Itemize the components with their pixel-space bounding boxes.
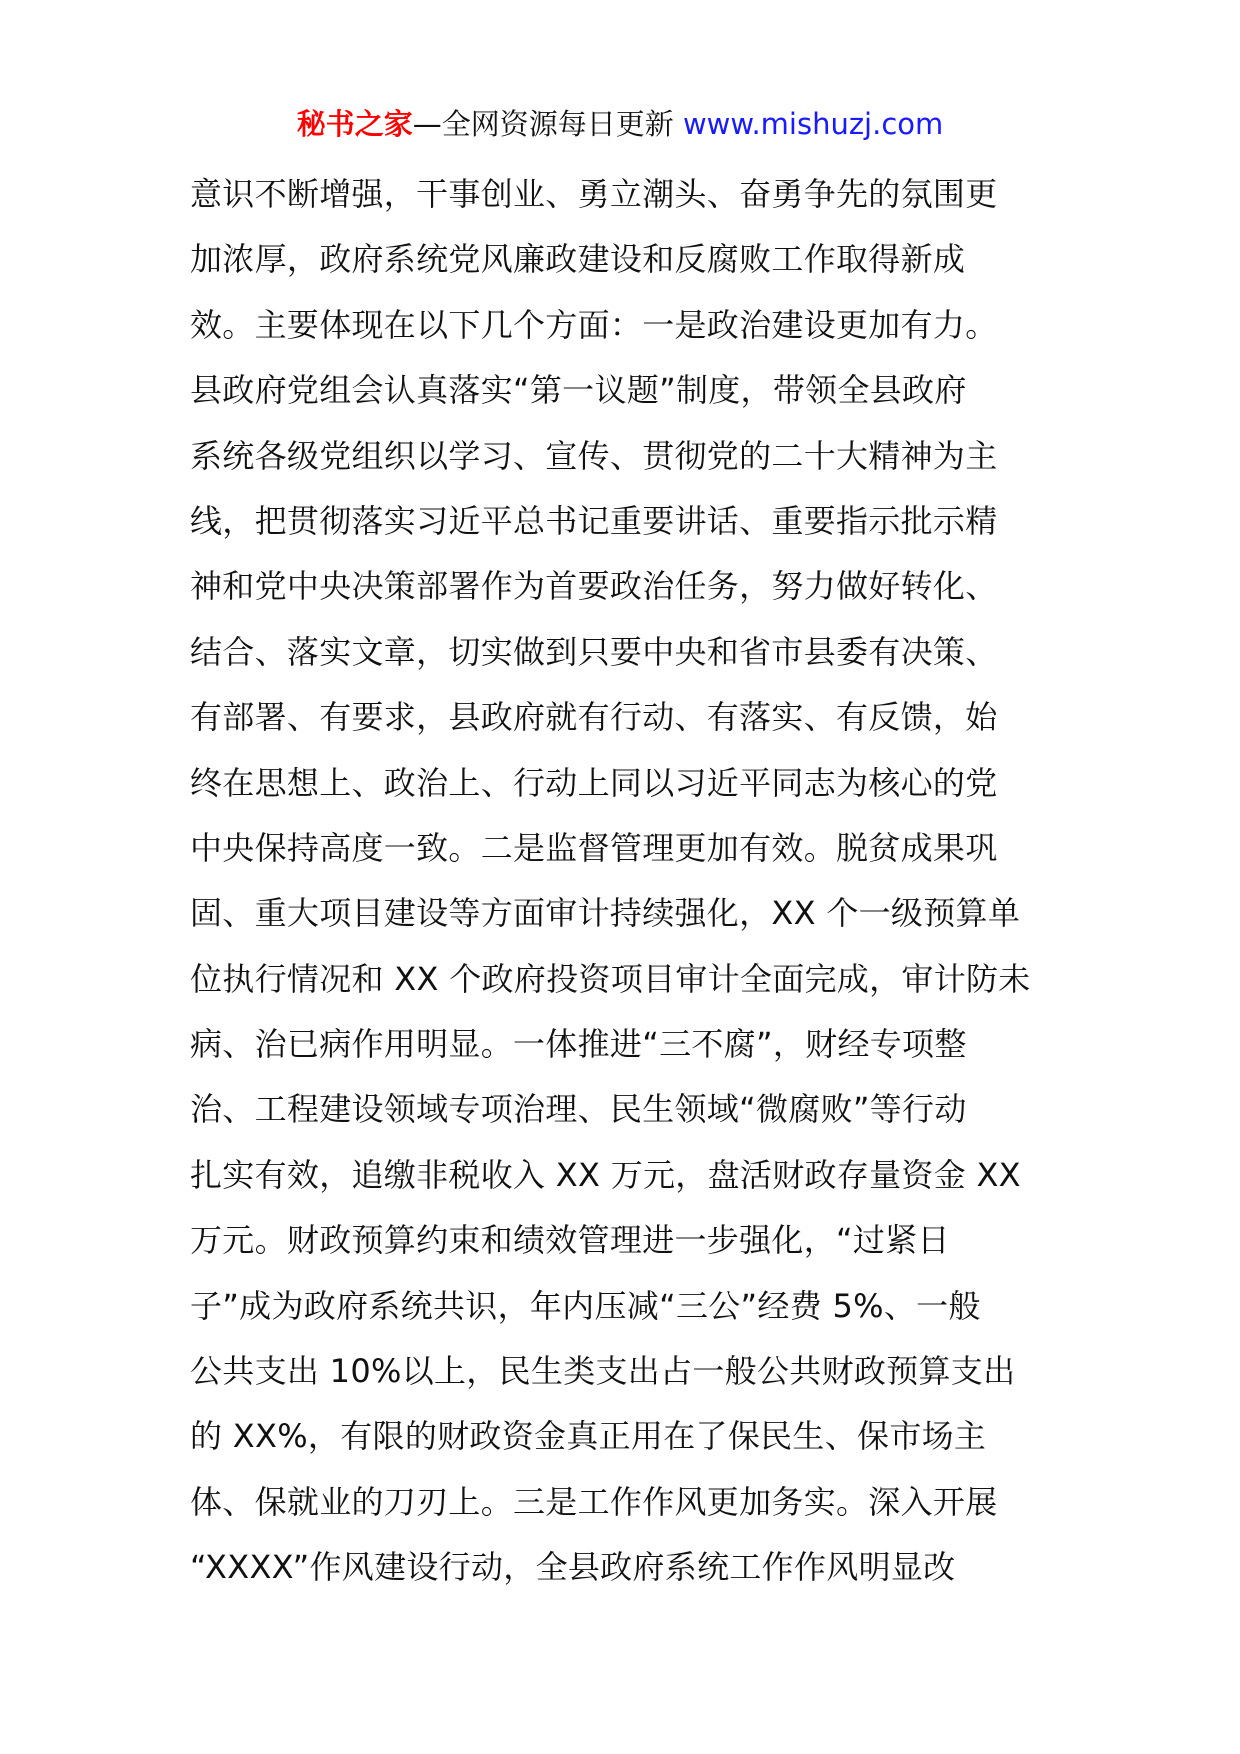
page-header bbox=[0, 100, 1240, 148]
header-tagline: —全网资源每日更新 bbox=[412, 107, 674, 141]
text-line: “XXXX”作风建设行动，全县政府系统工作作风明显改 bbox=[190, 1548, 956, 1587]
text-line: 中央保持高度一致。二是监督管理更加有效。脱贫成果巩 bbox=[190, 828, 998, 867]
text-line: 终在思想上、政治上、行动上同以习近平同志为核心的党 bbox=[190, 763, 998, 802]
text-line: 位执行情况和 XX 个政府投资项目审计全面完成，审计防未 bbox=[190, 959, 1031, 998]
text-line: 体、保就业的刀刃上。三是工作作风更加务实。深入开展 bbox=[190, 1482, 998, 1521]
text-line: 意识不断增强，干事创业、勇立潮头、奋勇争先的氛围更 bbox=[190, 175, 998, 213]
body-text bbox=[190, 162, 1060, 1601]
text-line: 固、重大项目建设等方面审计持续强化，XX 个一级预算单 bbox=[190, 894, 1021, 933]
text-line: 扎实有效，追缴非税收入 XX 万元，盘活财政存量资金 XX bbox=[190, 1155, 1021, 1194]
text-line: 病、治已病作用明显。一体推进“三不腐”，财经专项整 bbox=[190, 1025, 967, 1064]
text-line: 线，把贯彻落实习近平总书记重要讲话、重要指示批示精 bbox=[190, 501, 998, 540]
text-line: 县政府党组会认真落实“第一议题”制度，带领全县政府 bbox=[190, 371, 967, 410]
text-line: 加浓厚，政府系统党风廉政建设和反腐败工作取得新成 bbox=[190, 240, 966, 279]
text-line: 治、工程建设领域专项治理、民生领域“微腐败”等行动 bbox=[190, 1090, 967, 1129]
text-line: 效。主要体现在以下几个方面：一是政治建设更加有力。 bbox=[190, 305, 998, 344]
text-line: 子”成为政府系统共识，年内压减“三公”经费 5%、一般 bbox=[190, 1286, 981, 1325]
text-line: 结合、落实文章，切实做到只要中央和省市县委有决策、 bbox=[190, 632, 998, 671]
site-name: 秘书之家 bbox=[296, 107, 413, 141]
text-line: 公共支出 10%以上，民生类支出占一般公共财政预算支出 bbox=[190, 1352, 1016, 1391]
site-url-link[interactable]: www.mishuzj.com bbox=[682, 107, 944, 141]
text-line: 神和党中央决策部署作为首要政治任务，努力做好转化、 bbox=[190, 567, 998, 606]
text-line: 有部署、有要求，县政府就有行动、有落实、有反馈，始 bbox=[190, 698, 998, 737]
text-line: 万元。财政预算约束和绩效管理进一步强化，“过紧日 bbox=[190, 1221, 950, 1260]
text-line: 的 XX%，有限的财政资金真正用在了保民生、保市场主 bbox=[190, 1417, 987, 1456]
text-line: 系统各级党组织以学习、宣传、贯彻党的二十大精神为主 bbox=[190, 436, 998, 475]
